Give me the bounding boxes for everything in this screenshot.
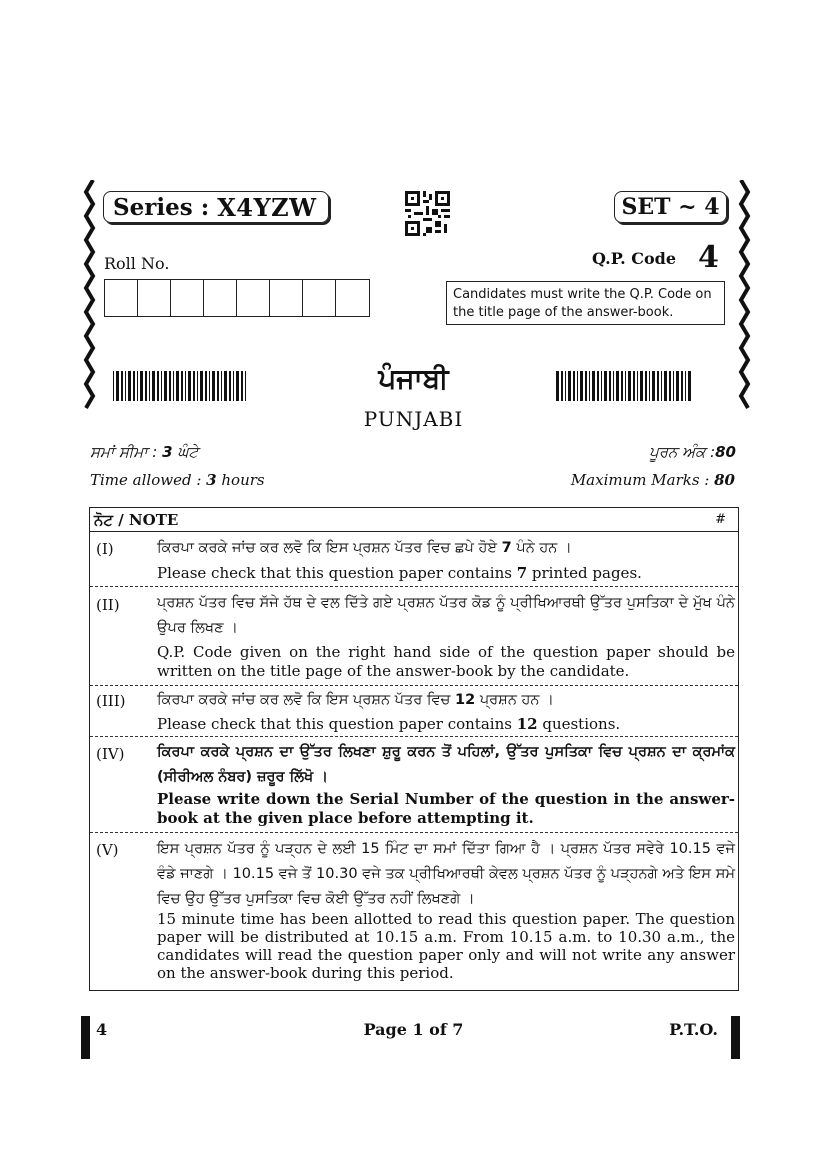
marks-en-value: 80 <box>714 471 735 489</box>
roll-no-box[interactable] <box>237 280 270 316</box>
note-item-punjabi: ਇਸ ਪ੍ਰਸ਼ਨ ਪੱਤਰ ਨੂੰ ਪੜ੍ਹਨ ਦੇ ਲਈ 15 ਮਿੰਟ ਦਾ ਸਮਾਂ ਦਿੱਤਾ ਗਿਆ ਹੈ । ਪ੍ਰਸ਼ਨ ਪੱਤਰ ਸਵੇਰੇ 10.15 ਵਜੇ ਵੰਡੇ ਜਾਣਗੇ । 10.15 ਵਜੇ ਤੋਂ 10.30 ਵਜੇ ਤਕ ਪ੍ਰੀਖਿਆਰਥੀ ਕੇਵਲ ਪ੍ਰਸ਼ਨ ਪੱਤਰ ਨੂੰ ਪੜ੍ਹਨਗੇ ਅਤੇ ਇਸ ਸਮੇ ਵਿਚ ਉਹ ਉੱਤਰ ਪੁਸਤਿਕਾ ਵਿਚ ਕੋਈ ਉੱਤਰ ਨਹੀਂ ਲਿਖਣਗੇ । <box>157 841 735 907</box>
roll-no-label: Roll No. <box>104 254 170 273</box>
time-pa-value: 3 <box>162 443 173 461</box>
note-item-number: (I) <box>96 540 114 558</box>
note-item-number: (IV) <box>96 745 125 763</box>
note-table <box>89 507 739 991</box>
time-pa-unit: ਘੰਟੇ <box>177 443 199 461</box>
note-item-english: Please check that this question paper contains 12 questions. <box>157 715 621 733</box>
dashed-divider <box>90 586 738 587</box>
qp-code-value: 4 <box>698 240 719 275</box>
pto-label: P.T.O. <box>669 1020 718 1039</box>
dashed-divider <box>90 832 738 833</box>
max-marks-english <box>571 471 735 489</box>
dashed-divider <box>90 685 738 686</box>
roll-no-box[interactable] <box>105 280 138 316</box>
series-code: X4YZW <box>217 192 317 222</box>
note-item-punjabi: ਕਿਰਪਾ ਕਰਕੇ ਜਾਂਚ ਕਰ ਲਵੋ ਕਿ ਇਸ ਪ੍ਰਸ਼ਨ ਪੱਤਰ ਵਿਚ 12 ਪ੍ਰਸ਼ਨ ਹਨ । <box>157 692 554 708</box>
qp-code-label: Q.P. Code <box>592 249 677 268</box>
marks-pa-value: 80 <box>715 443 736 461</box>
note-item-punjabi: ਪ੍ਰਸ਼ਨ ਪੱਤਰ ਵਿਚ ਸੱਜੇ ਹੱਥ ਦੇ ਵਲ ਦਿੱਤੇ ਗਏ ਪ੍ਰਸ਼ਨ ਪੱਤਰ ਕੋਡ ਨੂੰ ਪ੍ਰੀਖਿਆਰਥੀ ਉੱਤਰ ਪੁਸਤਿਕਾ ਦੇ ਮੁੱਖ ਪੰਨੇ ਉਪਰ ਲਿਖਣ । <box>157 595 735 636</box>
note-item-punjabi: ਕਿਰਪਾ ਕਰਕੇ ਪ੍ਰਸ਼ਨ ਦਾ ਉੱਤਰ ਲਿਖਣਾ ਸ਼ੁਰੂ ਕਰਨ ਤੋਂ ਪਹਿਲਾਂ, ਉੱਤਰ ਪੁਸਤਿਕਾ ਵਿਚ ਪ੍ਰਸ਼ਨ ਦਾ ਕ੍ਰਮਾਂਕ (ਸੀਰੀਅਲ ਨੰਬਰ) ਜ਼ਰੂਰ ਲਿੱਖੋ । <box>157 744 735 785</box>
footer-qp-code: 4 <box>96 1020 108 1039</box>
roll-no-box[interactable] <box>138 280 171 316</box>
note-header <box>90 508 738 532</box>
marks-en-prefix: Maximum Marks : <box>570 471 710 489</box>
note-item-number: (V) <box>96 841 119 859</box>
note-item-english: Please check that this question paper contains 7 printed pages. <box>157 564 642 582</box>
time-en-value: 3 <box>206 471 217 489</box>
time-allowed-punjabi <box>90 443 198 461</box>
time-pa-prefix: ਸਮਾਂ ਸੀਮਾ : <box>90 443 158 461</box>
roll-no-boxes[interactable] <box>104 279 370 317</box>
series-label: Series : <box>113 193 210 221</box>
candidate-instruction-box: Candidates must write the Q.P. Code on the title page of the answer-book. <box>446 281 725 325</box>
subject-title-english: PUNJABI <box>363 407 464 431</box>
qr-code-icon <box>405 191 450 236</box>
max-marks-punjabi <box>649 443 736 461</box>
note-item-punjabi: ਕਿਰਪਾ ਕਰਕੇ ਜਾਂਚ ਕਰ ਲਵੋ ਕਿ ਇਸ ਪ੍ਰਸ਼ਨ ਪੱਤਰ ਵਿਚ ਛਪੇ ਹੋਏ 7 ਪੰਨੇ ਹਨ । <box>157 540 572 556</box>
note-item-english: Please write down the Serial Number of the question in the answer-book at the given place before attempting it. <box>157 790 735 827</box>
series-box <box>103 191 329 223</box>
time-en-prefix: Time allowed : <box>90 471 202 489</box>
page-number: Page 1 of 7 <box>363 1020 464 1039</box>
note-item-english: 15 minute time has been allotted to read this question paper. The question paper will be distributed at 10.15 a.m. From 10.15 a.m. to 10.30 a.m., the candidates will read the question paper only and will not write any answer on the answer-book during this period. <box>157 910 735 982</box>
subject-title-punjabi: ਪੰਜਾਬੀ <box>378 362 449 395</box>
set-box: SET ~ 4 <box>614 191 727 223</box>
roll-no-box[interactable] <box>270 280 303 316</box>
note-title: ਨੋਟ / NOTE <box>94 511 179 529</box>
time-en-unit: hours <box>221 471 265 489</box>
note-item-number: (III) <box>96 692 126 710</box>
roll-no-box[interactable] <box>303 280 336 316</box>
note-item-english: Q.P. Code given on the right hand side of the question paper should be written on the title page of the answer-book by the candidate. <box>157 643 735 680</box>
roll-no-box[interactable] <box>171 280 204 316</box>
roll-no-box[interactable] <box>204 280 237 316</box>
time-allowed-english <box>90 471 265 489</box>
note-item-number: (II) <box>96 596 120 614</box>
dashed-divider <box>90 736 738 737</box>
note-hash: # <box>715 512 726 527</box>
roll-no-box[interactable] <box>336 280 369 316</box>
marks-pa-prefix: ਪੂਰਨ ਅੰਕ : <box>649 443 716 461</box>
